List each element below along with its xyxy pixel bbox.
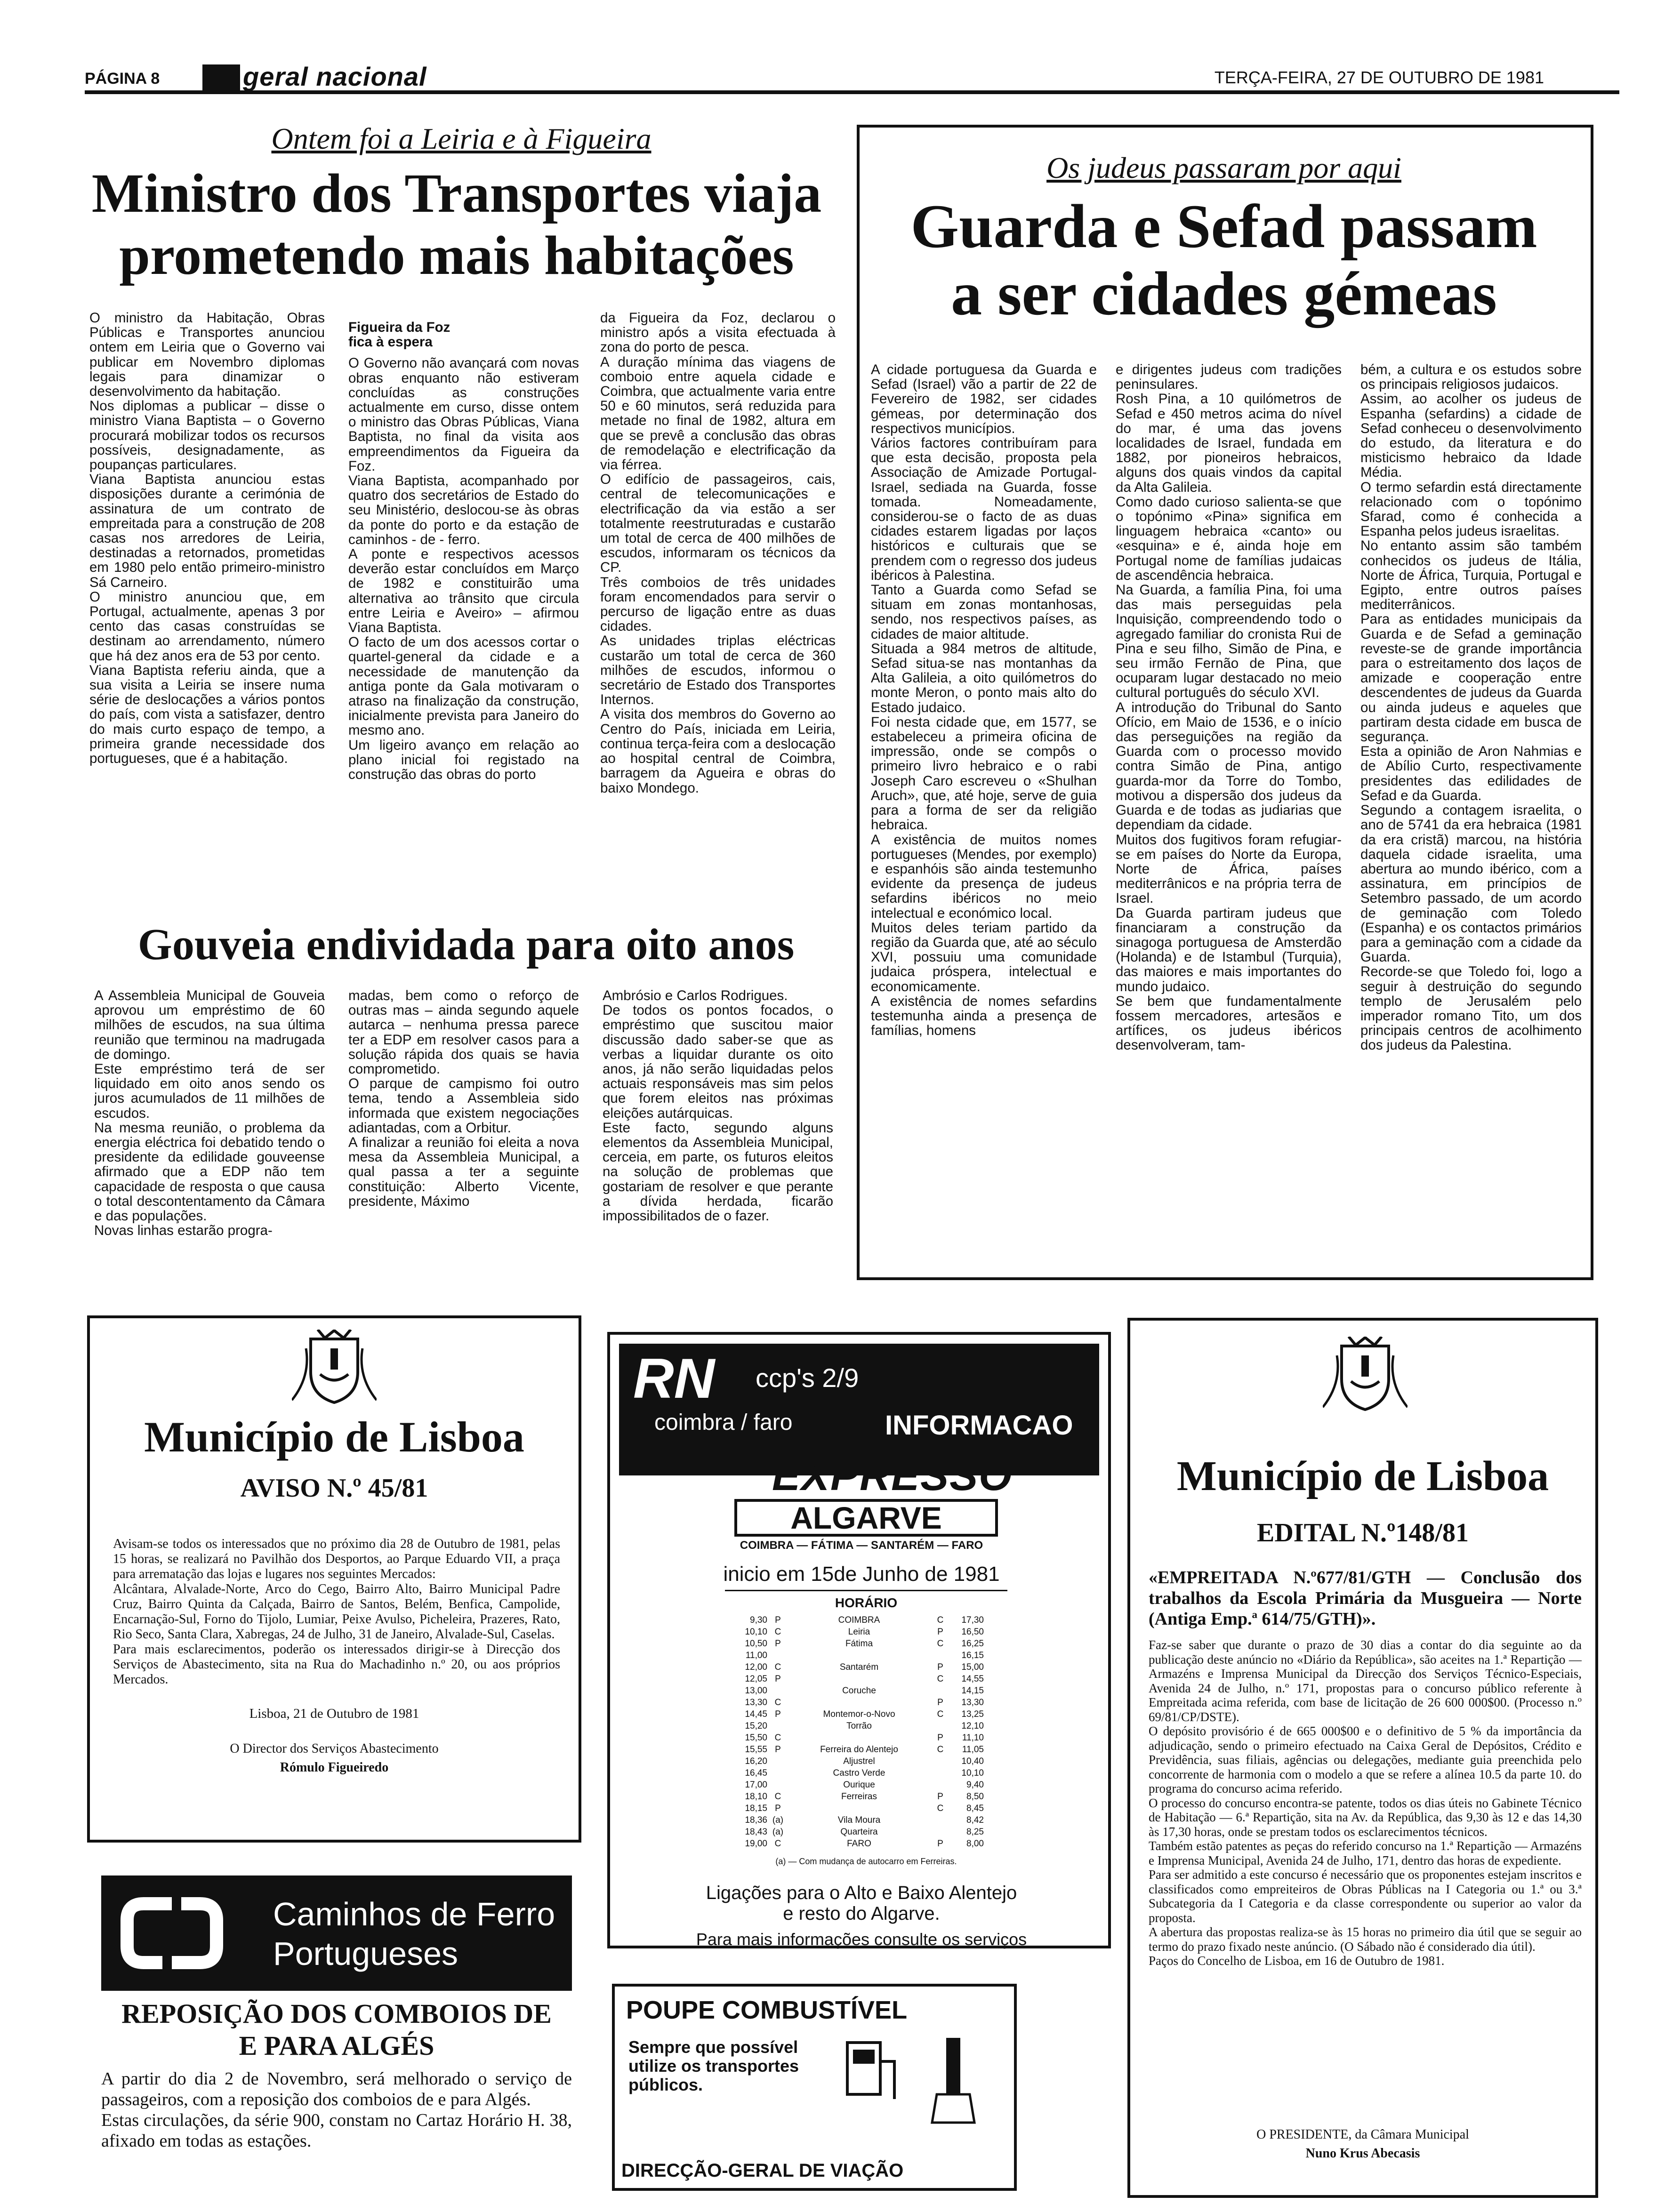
schedule-cell-m1: (a) <box>772 1815 784 1825</box>
schedule-cell-t2: 11,05 <box>962 1745 984 1755</box>
article1-col3: da Figueira da Foz, declarou o ministro após a visita efectuada à zona do porto de pesca. A duração mínima das viagens de comboio entre aquela cidade e Coimbra, que actualmente varia entre 50 e 60 minutos, será reduzida para metade no final de 1982, altura em que se prevê a conclusão das obras de remodelação e electrificação da via férrea. O edifício de passageiros, cais, central de telecomunicações e electrificação da via estão a ser totalmente reestruturadas e custarão um total de cerca de 400 milhões de escudos, informaram os técnicos da CP. Três comboios de três unidades foram encomendados para servir o percurso de ligação entre as duas cidades. As unidades triplas eléctricas custarão um total de cerca de 360 milhões de escudos, informou o secretário de Estado dos Transportes Internos. A visita dos membros do Governo ao Centro do País, iniciada em Leiria, continua terça-feira com a deslocação ao hospital central de Coimbra, barragem da Agueira e obras do baixo Mondego. <box>600 311 836 796</box>
ad-lisboa-aviso-signer-role: O Director dos Serviços Abastecimento <box>230 1741 439 1756</box>
schedule-row <box>734 1673 998 1685</box>
article2-headline: Gouveia endividada para oito anos <box>137 920 795 969</box>
schedule-cell-t2: 8,25 <box>966 1827 984 1837</box>
schedule-cell-m2 <box>930 1767 951 1779</box>
schedule-cell-stop: FARO <box>847 1839 871 1849</box>
schedule-cell-stop: Ferreira do Alentejo <box>820 1745 898 1755</box>
ad-rn-expresso: EXPRESSO <box>772 1452 1013 1499</box>
schedule-cell-t1: 13,00 <box>745 1686 767 1696</box>
schedule-row <box>734 1755 998 1767</box>
article2-col1: A Assembleia Municipal de Gouveia aprovou um empréstimo de 60 milhões de escudos, na sua última reunião que terminou na madrugada de domingo. Este empréstimo terá de ser liquidado em oito anos sendo os juros acumulados de 11 milhões de escudos. Na mesma reunião, o problema da energia eléctrica foi debatido tendo o presidente da edilidade gouveense afirmado que a EDP não tem capacidade de resposta o que causa o total descontentamento da Câmara e das populações. Novas linhas estarão progra- <box>94 988 325 1239</box>
schedule-cell-t1: 9,30 <box>750 1615 767 1625</box>
article3-kicker: Os judeus passaram por aqui <box>1046 151 1401 184</box>
schedule-cell-m2: P <box>937 1698 943 1707</box>
schedule-cell-m1: P <box>775 1639 781 1649</box>
article1-col1: O ministro da Habitação, Obras Públicas e Transportes anunciou ontem em Leiria que o Governo vai publicar em Novembro diplomas legais para dinamizar o desenvolvimento da habitação. Nos diplomas a publicar – disse o ministro Viana Baptista – o Governo procurará mobilizar todos os recursos possíveis, designadamente, as poupanças particulares. Viana Baptista anunciou estas disposições durante a cerimónia de assinatura de um contrato de empreitada para a construção de 208 casas nos arredores de Leiria, destinadas a retornados, prometidas em 1980 pelo então primeiro-ministro Sá Carneiro. O ministro anunciou que, em Portugal, actualmente, apenas 3 por cento das casas construídas se destinam ao arrendamento, número que há dez anos era de 53 por cento. Viana Baptista referiu ainda, que a sua visita a Leiria se insere numa série de deslocações a vários pontos do país, com vista a satisfazer, dentro do mais curto espaço de tempo, a primeira grande necessidade dos portugueses, que é a habitação. <box>89 311 325 767</box>
ad-cp-body: A partir do dia 2 de Novembro, será melhorado o serviço de passageiros, com a reposição dos comboios de e para Algés. Estas circulações, da série 900, constam no Cartaz Horário H. 38, afixado em todas as estações. <box>101 2069 572 2151</box>
schedule-cell-t1: 17,00 <box>745 1780 767 1790</box>
schedule-cell-m1: P <box>775 1615 781 1625</box>
schedule-cell-m2 <box>930 1720 951 1732</box>
schedule-cell-m1 <box>767 1685 788 1697</box>
schedule-row <box>734 1744 998 1755</box>
schedule-cell-m2: P <box>937 1839 943 1849</box>
article1-headline: Ministro dos Transportes viaja prometendo mais habitações <box>91 162 822 287</box>
fuel-pump-icon <box>843 2033 998 2127</box>
schedule-cell-stop: Ferreiras <box>841 1792 877 1802</box>
schedule-cell-t1: 15,50 <box>745 1733 767 1743</box>
schedule-cell-m2: C <box>937 1709 944 1719</box>
schedule-cell-stop: COIMBRA <box>838 1615 880 1625</box>
rn-logo: RN <box>633 1347 715 1410</box>
ad-lisboa-aviso-signer: Rómulo Figueiredo <box>280 1760 389 1775</box>
schedule-cell-m2 <box>930 1650 951 1661</box>
schedule-cell-m2: C <box>937 1803 944 1813</box>
schedule-row <box>734 1661 998 1673</box>
schedule-cell-t2: 8,50 <box>966 1792 984 1802</box>
schedule-row <box>734 1732 998 1744</box>
schedule-cell-t1: 18,15 <box>745 1803 767 1813</box>
schedule-cell-t1: 10,50 <box>745 1639 767 1649</box>
schedule-cell-t2: 16,15 <box>961 1651 984 1660</box>
schedule-cell-m1: P <box>775 1674 781 1684</box>
schedule-cell-m2 <box>930 1755 951 1767</box>
article1-kicker: Ontem foi a Leiria e à Figueira <box>271 122 652 155</box>
schedule-cell-m1 <box>767 1720 788 1732</box>
schedule-cell-t1: 12,00 <box>745 1662 767 1672</box>
schedule-cell-t2: 16,25 <box>961 1639 984 1649</box>
schedule-cell-stop: Castro Verde <box>833 1768 885 1778</box>
schedule-cell-t1: 16,45 <box>745 1768 767 1778</box>
schedule-cell-stop <box>788 1673 930 1685</box>
schedule-cell-t1: 10,10 <box>745 1627 767 1637</box>
schedule-cell-m1: (a) <box>772 1827 784 1837</box>
ad-rn-start-date: inicio em 15de Junho de 1981 <box>723 1563 1000 1586</box>
schedule-cell-t1: 18,43 <box>745 1827 767 1837</box>
schedule-cell-m1: C <box>774 1627 781 1637</box>
schedule-row <box>734 1826 998 1838</box>
ad-poupe-body: Sempre que possível utilize os transportes públicos. <box>628 2037 799 2094</box>
schedule-cell-stop <box>788 1732 930 1744</box>
schedule-cell-m2: P <box>937 1627 943 1637</box>
schedule-cell-t1: 11,00 <box>745 1651 767 1660</box>
ad-rn-route: coimbra / faro <box>654 1410 793 1435</box>
schedule-cell-m2 <box>930 1826 951 1838</box>
schedule-cell-t2: 9,40 <box>966 1780 984 1790</box>
schedule-cell-m1: P <box>775 1745 781 1755</box>
newspaper-logo: geral nacional <box>202 61 427 93</box>
ad-rn-contact: Para mais informações consulte os serviços <box>696 1930 1027 1949</box>
schedule-cell-m2: P <box>937 1662 943 1672</box>
lisbon-crest-icon <box>292 1330 377 1405</box>
ad-lisboa-aviso-title: Município de Lisboa <box>144 1413 524 1461</box>
ad-rn-connections: Ligações para o Alto e Baixo Alentejo e resto do Algarve. <box>706 1883 1017 1924</box>
page-number: PÁGINA 8 <box>85 70 160 88</box>
schedule-cell-t2: 10,40 <box>961 1756 984 1766</box>
schedule-cell-m1 <box>767 1779 788 1791</box>
schedule-cell-m1 <box>767 1755 788 1767</box>
ad-poupe-footer: DIRECÇÃO-GERAL DE VIAÇÃO <box>621 2160 904 2181</box>
schedule-cell-m2: C <box>937 1639 944 1649</box>
schedule-cell-stop <box>788 1650 930 1661</box>
ad-poupe-title: POUPE COMBUSTÍVEL <box>626 1996 908 2024</box>
article3-col2: e dirigentes judeus com tradições peninsulares. Rosh Pina, a 10 quilómetros de Sefad e 450 metros acima do nível do mar, é uma das jovens localidades de Israel, fundada em 1882, por pioneiros hebraicos, alguns dos quais vindos da capital da Alta Galileia. Como dado curioso salienta-se que o topónimo «Pina» significa em linguagem hebraica «canto» ou «esquina» e é, ainda hoje em Portugal nome de famílias judaicas de ascendência hebraica. Na Guarda, a família Pina, foi uma das mais perseguidas pela Inquisição, compreendendo todo o agregado familiar do cronista Rui de Pina e seu filho, Simão de Pina, e seu irmão Fernão de Pina, que ocuparam lugar destacado no meio cultural português do século XVI. A introdução do Tribunal do Santo Ofício, em Maio de 1536, e o início das perseguições na região da Guarda com o processo movido contra Simão de Pina, antigo guarda-mor da Torre do Tombo, motivou a dispersão dos judeus da Guarda e de todas as judiarias que dependiam da cidade. Muitos dos fugitivos foram refugiar-se em países do Norte da Europa, Norte de África, países mediterrânicos e na própria terra de Israel. Da Guarda partiram judeus que financiaram a construção da sinagoga portuguesa de Amsterdão (Holanda) e de Istambul (Turquia), das maiores e mais importantes do mundo judaico. Se bem que fundamentalmente fossem mercadores, artesãos e artífices, os judeus ibéricos desenvolveram, tam- <box>1116 362 1342 1053</box>
schedule-cell-t1: 14,45 <box>745 1709 767 1719</box>
schedule-cell-m1 <box>767 1650 788 1661</box>
schedule-row <box>734 1697 998 1708</box>
ad-rn-route-code: ccp's 2/9 <box>756 1363 859 1393</box>
schedule-cell-stop: Leiria <box>848 1627 870 1637</box>
schedule-cell-stop: Coruche <box>842 1686 876 1696</box>
schedule-cell-stop: Aljustrel <box>843 1756 875 1766</box>
schedule-cell-m2: C <box>937 1674 944 1684</box>
schedule-cell-m1 <box>767 1767 788 1779</box>
ad-rn-algarve: ALGARVE <box>734 1499 998 1537</box>
schedule-cell-stop: Vila Moura <box>837 1815 881 1825</box>
article3-headline: Guarda e Sefad passam a ser cidades gémeas <box>910 192 1537 328</box>
schedule-row <box>734 1685 998 1697</box>
schedule-cell-m2 <box>930 1685 951 1697</box>
schedule-row <box>734 1814 998 1826</box>
schedule-cell-stop: Quarteira <box>840 1827 878 1837</box>
schedule-cell-m2 <box>930 1814 951 1826</box>
schedule-cell-stop: Fátima <box>845 1639 873 1649</box>
ad-lisboa-edital-body: Faz-se saber que durante o prazo de 30 dias a contar do dia seguinte ao da publicação deste anúncio no «Diário da República», são aceites na 1.ª Repartição — Armazéns e Imprensa Municipal da Direcção dos Serviços Técnico-Especiais, Avenida 24 de Julho, n.º 171, propostas para o concurso público referente à Empreitada acima referida, com base de licitação de 26 600 000$00. (Processo n.º 69/81/CP/DSTE). O depósito provisório é de 665 000$00 e o definitivo de 5 % da importância da adjudicação, sendo o primeiro efectuado na Caixa Geral de Depósitos, Crédito e Previdência, suas filiais, agências ou delegações, mediante guia preenchida pelo concorrente de harmonia com o modelo a que se refere a alínea 10.5 da parte 10. do programa do concurso acima referido. O processo do concurso encontra-se patente, todos os dias úteis no Gabinete Técnico de Habitação — 6.ª Repartição, sita na Av. da República, das 9,30 às 12 e das 14,30 às 17,30 horas, onde se prestam todos os esclarecimentos técnicos. Também estão patentes as peças do referido concurso na 1.ª Repartição — Armazéns e Imprensa Municipal, Avenida 24 de Julho, 171, dentro das horas de expediente. Para ser admitido a este concurso é necessário que os proponentes estejam inscritos e classificados como empreiteiros de Obras Públicas na I Categoria ou 1.ª ou 3.ª Subcategoria da I Categoria e da classe correspondente ou superior ao valor da proposta. A abertura das propostas realiza-se às 15 horas no primeiro dia útil que se seguir ao termo do prazo fixado neste anúncio. (O Sábado não é considerado dia útil). Paços do Concelho de Lisboa, em 16 de Outubro de 1981. <box>1149 1638 1582 1968</box>
schedule-row <box>734 1708 998 1720</box>
schedule-row <box>734 1626 998 1638</box>
schedule-cell-stop: Ourique <box>843 1780 875 1790</box>
ad-rn-schedule <box>734 1614 998 1850</box>
ad-lisboa-edital-number: EDITAL N.º148/81 <box>1257 1518 1469 1547</box>
schedule-cell-t2: 13,25 <box>961 1709 984 1719</box>
schedule-cell-t1: 19,00 <box>745 1839 767 1849</box>
article2-col3: Ambrósio e Carlos Rodrigues. De todos os pontos focados, o empréstimo que suscitou maior discussão dado saber-se que as verbas a liquidar durante os oito anos, já não serão liquidadas pelos actuais responsáveis mas sim pelos que forem eleitos nas próximas eleições autárquicas. Este facto, segundo alguns elementos da Assembleia Municipal, cerceia, em parte, os futuros eleitos na solução de problemas que gostariam de resolver e que perante a dívida herdada, ficarão impossibilitados de o fazer. <box>603 988 833 1224</box>
schedule-cell-m1: C <box>774 1792 781 1802</box>
ad-lisboa-aviso-number: AVISO N.º 45/81 <box>240 1474 428 1503</box>
ad-lisboa-aviso-date: Lisboa, 21 de Outubro de 1981 <box>249 1706 419 1721</box>
ad-rn-table-rule <box>725 1590 1007 1591</box>
ad-rn-horario: HORÁRIO <box>819 1595 913 1611</box>
article1-col2: Figueira da Foz fica à espera O Governo não avançará com novas obras enquanto não estiveram concluídas as construções actualmente em curso, disse ontem o ministro das Obras Públicas, Viana Baptista, no final da visita aos empreendimentos da Figueira da Foz. Viana Baptista, acompanhado por quatro dos secretários de Estado do seu Ministério, deslocou-se às obras da ponte do porto e da estação de caminhos - de - ferro. A ponte e respectivos acessos deverão estar concluídos em Março de 1982 e constituirão uma alternativa ao trânsito que circula entre Leiria e Aveiro» – afirmou Viana Baptista. O facto de um dos acessos cortar o quartel-general da cidade e a necessidade de manutenção da antiga ponte da Gala motivaram o atraso na finalização da construção, inicialmente prevista para Janeiro do mesmo ano. Um ligeiro avanço em relação ao plano inicial foi registado na construção das obras do porto <box>348 320 579 783</box>
page-header <box>85 61 1619 94</box>
ad-cp-title: REPOSIÇÃO DOS COMBOIOS DE E PARA ALGÉS <box>121 1998 552 2061</box>
schedule-cell-stop: Santarém <box>839 1662 879 1672</box>
schedule-cell-m1: C <box>774 1839 781 1849</box>
ad-rn-informacao: INFORMACAO <box>885 1410 1073 1441</box>
ad-lisboa-edital-signer-role: O PRESIDENTE, da Câmara Municipal <box>1256 2127 1469 2142</box>
issue-date: TERÇA-FEIRA, 27 DE OUTUBRO DE 1981 <box>1214 68 1544 87</box>
schedule-cell-t2: 17,30 <box>961 1615 984 1625</box>
ad-lisboa-edital-signer: Nuno Krus Abecasis <box>1305 2146 1420 2161</box>
schedule-row <box>734 1838 998 1850</box>
schedule-row <box>734 1720 998 1732</box>
schedule-cell-m2: C <box>937 1745 944 1755</box>
schedule-cell-m1: P <box>775 1709 781 1719</box>
schedule-cell-t1: 15,20 <box>745 1721 767 1731</box>
schedule-cell-t2: 14,55 <box>961 1674 984 1684</box>
schedule-cell-m1: C <box>774 1698 781 1707</box>
schedule-cell-stop: Torrão <box>846 1721 872 1731</box>
schedule-cell-stop <box>788 1697 930 1708</box>
ad-cp-company: Caminhos de Ferro Portugueses <box>273 1896 555 1972</box>
schedule-cell-t2: 13,30 <box>961 1698 984 1707</box>
ad-rn-footnote: (a) — Com mudança de autocarro em Ferreiras. <box>775 1857 957 1866</box>
schedule-cell-t2: 8,00 <box>966 1839 984 1849</box>
schedule-cell-t1: 13,30 <box>745 1698 767 1707</box>
logo-block-icon <box>202 64 240 93</box>
schedule-cell-t2: 15,00 <box>961 1662 984 1672</box>
schedule-cell-m2: C <box>937 1615 944 1625</box>
schedule-cell-stop <box>788 1803 930 1814</box>
schedule-row <box>734 1767 998 1779</box>
ad-lisboa-edital-title: Município de Lisboa <box>1176 1453 1549 1499</box>
schedule-row <box>734 1803 998 1814</box>
schedule-cell-m1: C <box>774 1733 781 1743</box>
article3-col3: bém, a cultura e os estudos sobre os principais religiosos judaicos. Assim, ao acolher os judeus de Espanha (sefardins) a cidade de Sefad conheceu o desenvolvimento do estudo, da literatura e do misticismo hebraico da Idade Média. O termo sefardin está directamente relacionado com o topónimo Sfarad, como é conhecida a Espanha pelos judeus israelitas. No entanto assim são também conhecidos os judeus de Itália, Norte de África, Turquia, Portugal e Egipto, entre outros países mediterrânicos. Para as entidades municipais da Guarda e de Sefad a geminação reveste-se de grande importância para o estreitamento dos laços de amizade e cooperação entre descendentes de judeus da Guarda ou ainda judeus e aqueles que partiram desta cidade em busca de segurança. Esta a opinião de Aron Nahmias e de Abílio Curto, respectivamente presidentes das edilidades de Sefad e da Guarda. Segundo a contagem israelita, o ano de 5741 da era hebraica (1981 da era cristã) marcou, na história daquela cidade israelita, uma abertura ao mundo ibérico, com a assinatura, em princípios de Setembro passado, de um acordo de geminação com Toledo (Espanha) e os contactos primários para a geminação com a cidade da Guarda. Recorde-se que Toledo foi, logo a seguir à destruição do segundo templo de Jerusalém pelo imperador romano Tito, um dos principais centros de acolhimento dos judeus da Palestina. <box>1360 362 1582 1053</box>
cp-logo-icon <box>118 1892 226 1974</box>
schedule-cell-t2: 16,50 <box>961 1627 984 1637</box>
article2-col2: madas, bem como o reforço de outras mas – ainda segundo aquele autarca – nenhuma pressa parece ter a EDP em resolver casos para a solução rápida dos quais se havia comprometido. O parque de campismo foi outro tema, tendo a Assembleia sido informada que existem negociações adiantadas, com a Orbitur. A finalizar a reunião foi eleita a nova mesa da Assembleia Municipal, a qual passa a ter a seguinte constituição: Alberto Vicente, presidente, Máximo <box>348 988 579 1209</box>
schedule-row <box>734 1791 998 1803</box>
schedule-cell-t1: 12,05 <box>745 1674 767 1684</box>
schedule-cell-t1: 15,55 <box>745 1745 767 1755</box>
schedule-cell-t1: 18,36 <box>745 1815 767 1825</box>
schedule-cell-m1: C <box>774 1662 781 1672</box>
schedule-row <box>734 1779 998 1791</box>
schedule-cell-m2: P <box>937 1792 943 1802</box>
ad-lisboa-aviso-body: Avisam-se todos os interessados que no próximo dia 28 de Outubro de 1981, pelas 15 horas, se realizará no Pavilhão dos Desportos, ao Parque Eduardo VII, a praça para arrematação das lojas e lugares nos seguintes Mercados: Alcântara, Alvalade-Norte, Arco do Cego, Bairro Alto, Bairro Municipal Padre Cruz, Bairro Quinta da Calçada, Bairro de Santos, Belém, Benfica, Campolide, Encarnação-Sul, Forno do Tijolo, Lumiar, Peixe Avulso, Picheleira, Prazeres, Rato, Rio Seco, Santa Clara, Xabregas, 24 de Julho, 31 de Janeiro, Alvalade-Sul, Caselas. Para mais esclarecimentos, poderão os interessados dirigir-se à Direcção dos Serviços de Abastecimento, sita na Rua do Machadinho n.º 20, ou aos próprios Mercados. <box>113 1537 560 1687</box>
schedule-row <box>734 1614 998 1626</box>
schedule-cell-m2 <box>930 1779 951 1791</box>
schedule-cell-stop: Montemor-o-Novo <box>823 1709 895 1719</box>
ad-rn-stops: COIMBRA — FÁTIMA — SANTARÉM — FARO <box>740 1539 983 1552</box>
schedule-cell-t2: 14,15 <box>961 1686 984 1696</box>
schedule-cell-t1: 18,10 <box>745 1792 767 1802</box>
schedule-cell-t2: 8,45 <box>966 1803 984 1813</box>
lisbon-crest-icon <box>1323 1337 1408 1412</box>
schedule-cell-m1: P <box>775 1803 781 1813</box>
schedule-cell-t2: 8,42 <box>966 1815 984 1825</box>
schedule-row <box>734 1650 998 1661</box>
ad-lisboa-edital-lead: «EMPREITADA N.º677/81/GTH — Conclusão dos trabalhos da Escola Primária da Musgueira — Norte (Antiga Emp.ª 614/75/GTH)». <box>1149 1568 1582 1629</box>
schedule-cell-t2: 12,10 <box>961 1721 984 1731</box>
schedule-cell-m2: P <box>937 1733 943 1743</box>
schedule-row <box>734 1638 998 1650</box>
schedule-cell-t2: 10,10 <box>961 1768 984 1778</box>
article3-col1: A cidade portuguesa da Guarda e Sefad (Israel) vão a partir de 22 de Fevereiro de 1982, ser cidades gémeas, por determinação dos respectivos municípios. Vários factores contribuíram para que esta decisão, proposta pela Associação de Amizade Portugal-Israel, sediada na Guarda, fosse tomada. Nomeadamente, considerou-se o facto de as duas cidades estarem ligadas por laços históricos e culturais que se prendem com o regresso dos judeus ibéricos à Palestina. Tanto a Guarda como Sefad se situam em zonas montanhosas, sendo, nos respectivos países, as cidades de maior altitude. Situada a 984 metros de altitude, Sefad situa-se nas montanhas da Alta Galileia, a oito quilómetros do monte Meron, o ponto mais alto do Estado judaico. Foi nesta cidade que, em 1577, se estabeleceu a primeira oficina de impressão, onde se compôs o primeiro livro hebraico e o rabi Joseph Caro escreveu o «Shulhan Aruch», que, até hoje, serve de guia para a forma de ser da religião hebraica. A existência de muitos nomes portugueses (Mendes, por exemplo) e espanhóis são ainda testemunho evidente da presença de judeus sefardins ibéricos no meio intelectual e económico local. Muitos deles teriam partido da região da Guarda que, até ao século XVI, possuiu uma comunidade judaica próspera, intelectual e economicamente. A existência de nomes sefardins testemunha ainda a presença de famílias, homens <box>871 362 1097 1039</box>
schedule-cell-t2: 11,10 <box>962 1733 984 1743</box>
schedule-cell-t1: 16,20 <box>745 1756 767 1766</box>
